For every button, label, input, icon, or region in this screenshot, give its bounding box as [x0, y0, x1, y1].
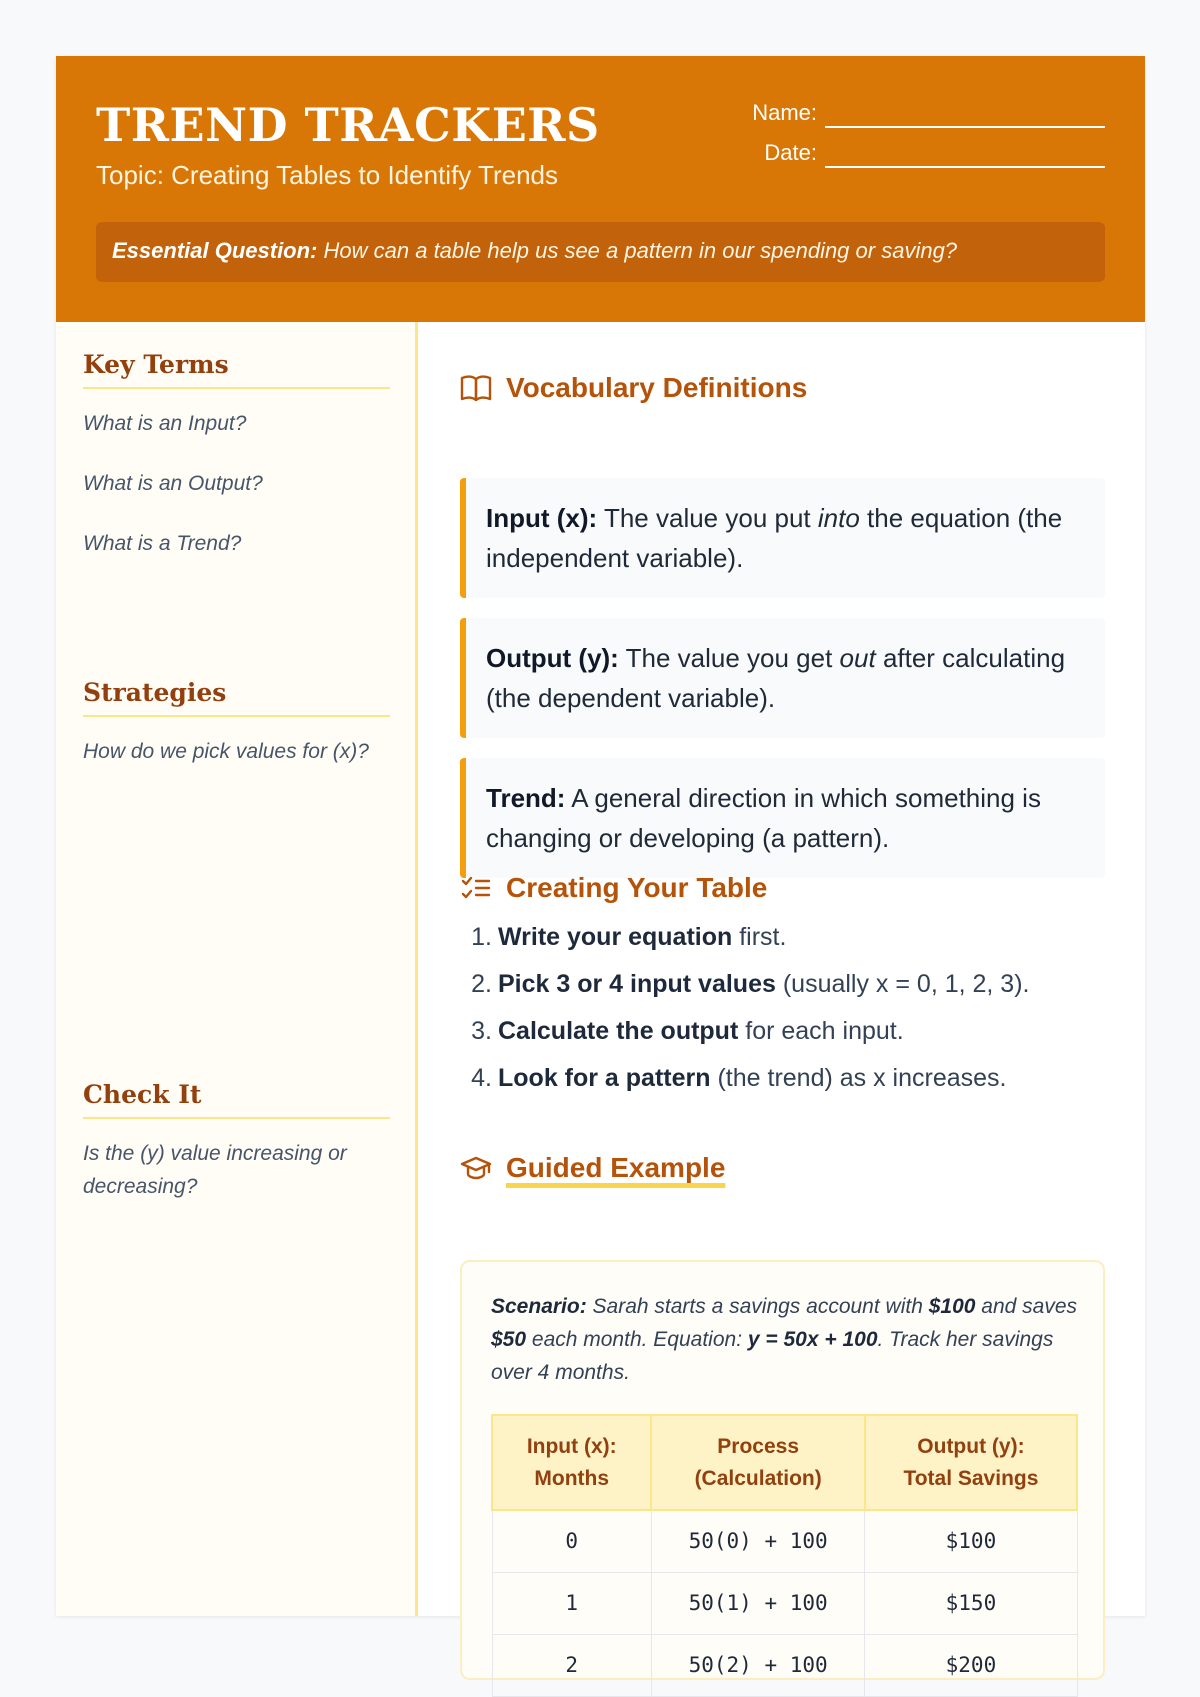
essential-question-label: Essential Question:	[112, 238, 318, 263]
vocab-section-heading	[460, 368, 807, 408]
vocab-definition: A general direction in which something is changing or developing (a pattern).	[486, 783, 1041, 853]
guided-example-box	[460, 1260, 1105, 1680]
notes-sidebar	[56, 322, 418, 1616]
table-header-row	[492, 1415, 1077, 1510]
name-date-block	[745, 100, 1105, 180]
worksheet	[56, 56, 1145, 1677]
worksheet-header	[56, 56, 1145, 322]
scenario-part: . Track her savings over 4 months.	[491, 1328, 1054, 1384]
table-cell: 0	[492, 1510, 651, 1572]
essential-question-text: How can a table help us see a pattern in our spending or saving?	[323, 238, 958, 263]
essential-question	[96, 222, 1105, 282]
scenario-label: Scenario:	[491, 1295, 587, 1318]
table-cell: $200	[865, 1634, 1077, 1696]
check-it-section	[83, 1080, 390, 1203]
table-cell: 50(1) + 100	[651, 1572, 864, 1634]
date-line	[825, 166, 1105, 168]
steps-list	[460, 914, 1105, 1102]
step-item	[460, 961, 1105, 1008]
step-bold: Look for a pattern	[498, 1064, 711, 1092]
step-bold: Pick 3 or 4 input values	[498, 970, 776, 998]
step-bold: Write your equation	[498, 923, 733, 951]
column-header	[492, 1415, 651, 1510]
cue-question: Is the (y) value increasing or decreasing?	[83, 1142, 347, 1198]
open-book-icon	[460, 373, 492, 403]
table-cell: 2	[492, 1634, 651, 1696]
scenario-equation: y = 50x + 100	[747, 1328, 878, 1351]
cue-question: What is an Output?	[83, 472, 263, 495]
table-row	[492, 1634, 1077, 1696]
check-it-heading: Check It	[83, 1080, 390, 1119]
vocab-card-trend	[460, 758, 1105, 878]
guided-example-heading-text: Guided Example	[506, 1152, 726, 1183]
scenario-text	[491, 1290, 1081, 1389]
step-bold: Calculate the output	[498, 1017, 739, 1045]
step-item	[460, 1055, 1105, 1102]
vocab-definition: after calculating (the dependent variable).	[486, 643, 1066, 713]
key-terms-section	[83, 350, 390, 560]
step-number: 3.	[471, 1017, 492, 1045]
table-steps-heading-text: Creating Your Table	[506, 872, 768, 903]
column-header	[651, 1415, 864, 1510]
table-row	[492, 1510, 1077, 1572]
table-row	[492, 1572, 1077, 1634]
step-item	[460, 914, 1105, 961]
step-text: for each input.	[745, 1017, 904, 1045]
scenario-bold: $50	[491, 1328, 527, 1351]
vocab-heading-text: Vocabulary Definitions	[506, 372, 808, 403]
vocab-term: Trend:	[486, 783, 566, 813]
header-line: Input (x):	[526, 1434, 617, 1458]
scenario-bold: $100	[928, 1295, 976, 1318]
table-cell: 1	[492, 1572, 651, 1634]
example-table	[491, 1414, 1078, 1697]
scenario-part: and saves	[981, 1295, 1078, 1318]
graduation-cap-icon	[460, 1153, 492, 1183]
scenario-part: each month. Equation:	[531, 1328, 743, 1351]
header-line: Process	[717, 1434, 800, 1458]
vocab-card-output	[460, 618, 1105, 738]
vocab-card-input	[460, 478, 1105, 598]
strategies-heading: Strategies	[83, 678, 390, 717]
page-title: TREND TRACKERS	[96, 98, 600, 152]
header-line: Total Savings	[903, 1466, 1039, 1490]
table-cell: 50(0) + 100	[651, 1510, 864, 1572]
name-line	[825, 126, 1105, 128]
vocab-emphasis: out	[839, 643, 876, 673]
vocab-definition: The value you get	[625, 643, 833, 673]
cue-question: How do we pick values for (x)?	[83, 740, 369, 763]
strategies-section	[83, 678, 390, 768]
vocab-emphasis: into	[817, 503, 860, 533]
cue-question: What is a Trend?	[83, 532, 242, 555]
step-number: 1.	[471, 923, 492, 951]
name-label: Name:	[752, 100, 817, 125]
step-text: (the trend) as x increases.	[717, 1064, 1007, 1092]
header-line: Months	[534, 1466, 610, 1490]
step-number: 2.	[471, 970, 492, 998]
table-cell: $100	[865, 1510, 1077, 1572]
step-number: 4.	[471, 1064, 492, 1092]
scenario-part: Sarah starts a savings account with	[592, 1295, 923, 1318]
column-header	[865, 1415, 1077, 1510]
date-label: Date:	[764, 140, 817, 165]
checklist-icon	[460, 873, 492, 903]
step-item	[460, 1008, 1105, 1055]
cue-question: What is an Input?	[83, 412, 247, 435]
step-text: (usually x = 0, 1, 2, 3).	[782, 970, 1030, 998]
vocab-term: Output (y):	[486, 643, 619, 673]
vocab-definition: the equation (the independent variable).	[486, 503, 1063, 573]
table-cell: $150	[865, 1572, 1077, 1634]
table-cell: 50(2) + 100	[651, 1634, 864, 1696]
header-line: Output (y):	[917, 1434, 1025, 1458]
vocab-term: Input (x):	[486, 503, 598, 533]
table-steps-heading	[460, 868, 767, 908]
vocab-definition: The value you put	[603, 503, 811, 533]
step-text: first.	[739, 923, 787, 951]
key-terms-heading: Key Terms	[83, 350, 390, 389]
header-line: (Calculation)	[694, 1466, 822, 1490]
topic-subtitle: Topic: Creating Tables to Identify Trends	[96, 160, 558, 190]
guided-example-heading	[460, 1148, 725, 1188]
